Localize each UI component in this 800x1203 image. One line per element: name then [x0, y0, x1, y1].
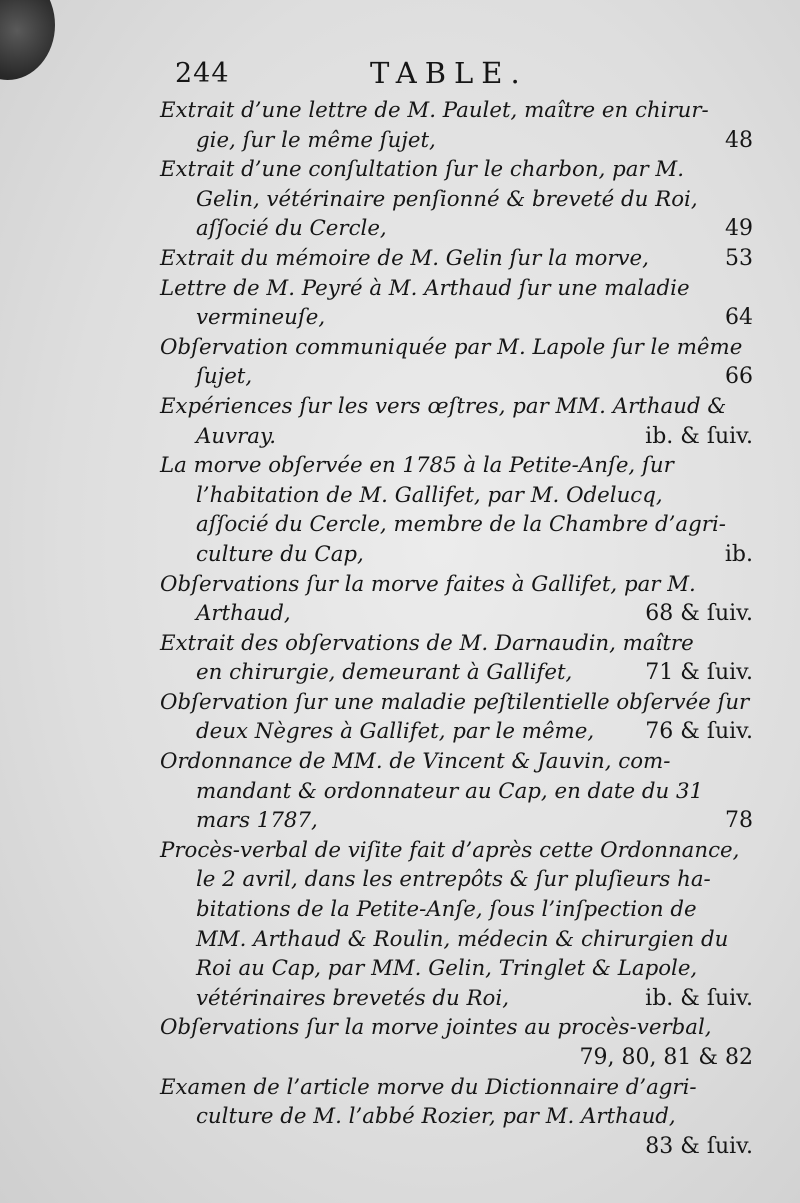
- toc-entry-line: vétérinaires brevetés du Roi,: [196, 985, 509, 1011]
- toc-entry: [160, 274, 755, 333]
- toc-entry-line: Extrait d’une conſultation ſur le charbon, par M.: [160, 157, 684, 183]
- toc-page-reference: 53: [725, 245, 753, 271]
- toc-entry-line: Extrait d’une lettre de M. Paulet, maître en chirur-: [160, 98, 709, 123]
- toc-page-reference: 78: [725, 808, 753, 834]
- toc-entry-line: culture du Cap,: [196, 541, 364, 567]
- toc-entry-line: gie, ſur le même ſujet,: [196, 127, 436, 153]
- toc-entry-line: mars 1787,: [196, 808, 318, 834]
- toc-entry: [160, 451, 755, 569]
- toc-entry: [160, 629, 755, 688]
- toc-entry: [160, 96, 755, 155]
- toc-entry-line: bitations de la Petite-Anſe, ſous l’inſpection de: [196, 897, 697, 923]
- toc-entry-line: Roi au Cap, par MM. Gelin, Tringlet & Lapole,: [196, 956, 698, 982]
- toc-entry-line: en chirurgie, demeurant à Gallifet,: [196, 660, 573, 686]
- toc-entry-line: Extrait des obſervations de M. Darnaudin, maître: [160, 630, 694, 656]
- toc-entry-line: ſujet,: [196, 364, 253, 390]
- toc-entry: [160, 570, 755, 629]
- toc-page-reference: ib.: [724, 541, 753, 567]
- toc-entry-line: culture de M. l’abbé Rozier, par M. Arthaud,: [196, 1104, 676, 1130]
- toc-page-reference: ib. & ſuiv.: [645, 985, 753, 1011]
- toc-entry-line: Examen de l’article morve du Dictionnaire d’agri-: [160, 1074, 697, 1100]
- toc-entry-line: Procès-verbal de viſite fait d’après cette Ordonnance,: [160, 837, 740, 863]
- toc-page-reference: 49: [725, 216, 753, 242]
- toc-entry: [160, 747, 755, 836]
- toc-entry-line: aſſocié du Cercle,: [196, 216, 387, 242]
- toc-entry: [160, 1013, 755, 1072]
- toc-entry-line: l’habitation de M. Gallifet, par M. Odelucq,: [196, 482, 663, 508]
- toc-entry-line: Obſervations ſur la morve faites à Gallifet, par M.: [160, 571, 696, 597]
- toc-entry-line: aſſocié du Cercle, membre de la Chambre d’agri-: [196, 512, 726, 538]
- toc-entry-line: Arthaud,: [196, 601, 291, 627]
- toc-entry-line: mandant & ordonnateur au Cap, en date du 31: [196, 778, 704, 804]
- toc-page-reference: 48: [725, 127, 753, 153]
- toc-entry: [160, 1073, 755, 1162]
- toc-entry: [160, 688, 755, 747]
- toc-entry-line: vermineuſe,: [196, 305, 326, 331]
- toc-page-reference: 66: [725, 364, 753, 390]
- toc-entry: [160, 836, 755, 1014]
- toc-entry: [160, 392, 755, 451]
- toc-page-reference: 83 & ſuiv.: [645, 1133, 753, 1159]
- toc-entry-line: Obſervations ſur la morve jointes au procès-verbal,: [160, 1015, 712, 1041]
- thumb-shadow: [0, 0, 55, 80]
- toc-entry-line: Lettre de M. Peyré à M. Arthaud ſur une maladie: [160, 275, 690, 301]
- toc-entry-line: deux Nègres à Gallifet, par le même,: [196, 719, 595, 745]
- toc-entry: [160, 244, 755, 274]
- toc-entry-line: Expériences ſur les vers œſtres, par MM. Arthaud &: [160, 393, 727, 419]
- toc-entry-line: Obſervation communiquée par M. Lapole ſur le même: [160, 334, 743, 360]
- toc-page-reference: 64: [725, 305, 753, 331]
- toc-page-reference: 68 & ſuiv.: [645, 601, 753, 627]
- table-of-contents: [160, 96, 755, 1161]
- toc-entry: [160, 333, 755, 392]
- toc-entry-line: Auvray.: [196, 423, 276, 449]
- toc-page-reference: 71 & ſuiv.: [645, 660, 753, 686]
- toc-entry-line: Gelin, vétérinaire penſionné & breveté du Roi,: [196, 186, 698, 212]
- toc-page-reference: ib. & ſuiv.: [645, 423, 753, 449]
- toc-entry-line: MM. Arthaud & Roulin, médecin & chirurgien du: [196, 926, 729, 952]
- toc-page-reference: 79, 80, 81 & 82: [579, 1045, 753, 1070]
- toc-entry-line: le 2 avril, dans les entrepôts & ſur pluſieurs ha-: [196, 867, 711, 893]
- toc-entry-line: Ordonnance de MM. de Vincent & Jauvin, com-: [160, 749, 671, 775]
- page-number: 244: [175, 58, 230, 89]
- toc-entry-line: Obſervation ſur une maladie peſtilentielle obſervée ſur: [160, 689, 750, 715]
- toc-entry-line: La morve obſervée en 1785 à la Petite-Anſe, ſur: [160, 453, 674, 479]
- running-title: TABLE.: [370, 56, 528, 90]
- toc-entry: [160, 155, 755, 244]
- page-header: [175, 58, 755, 98]
- toc-entry-line: Extrait du mémoire de M. Gelin ſur la morve,: [160, 245, 649, 271]
- toc-page-reference: 76 & ſuiv.: [645, 719, 753, 745]
